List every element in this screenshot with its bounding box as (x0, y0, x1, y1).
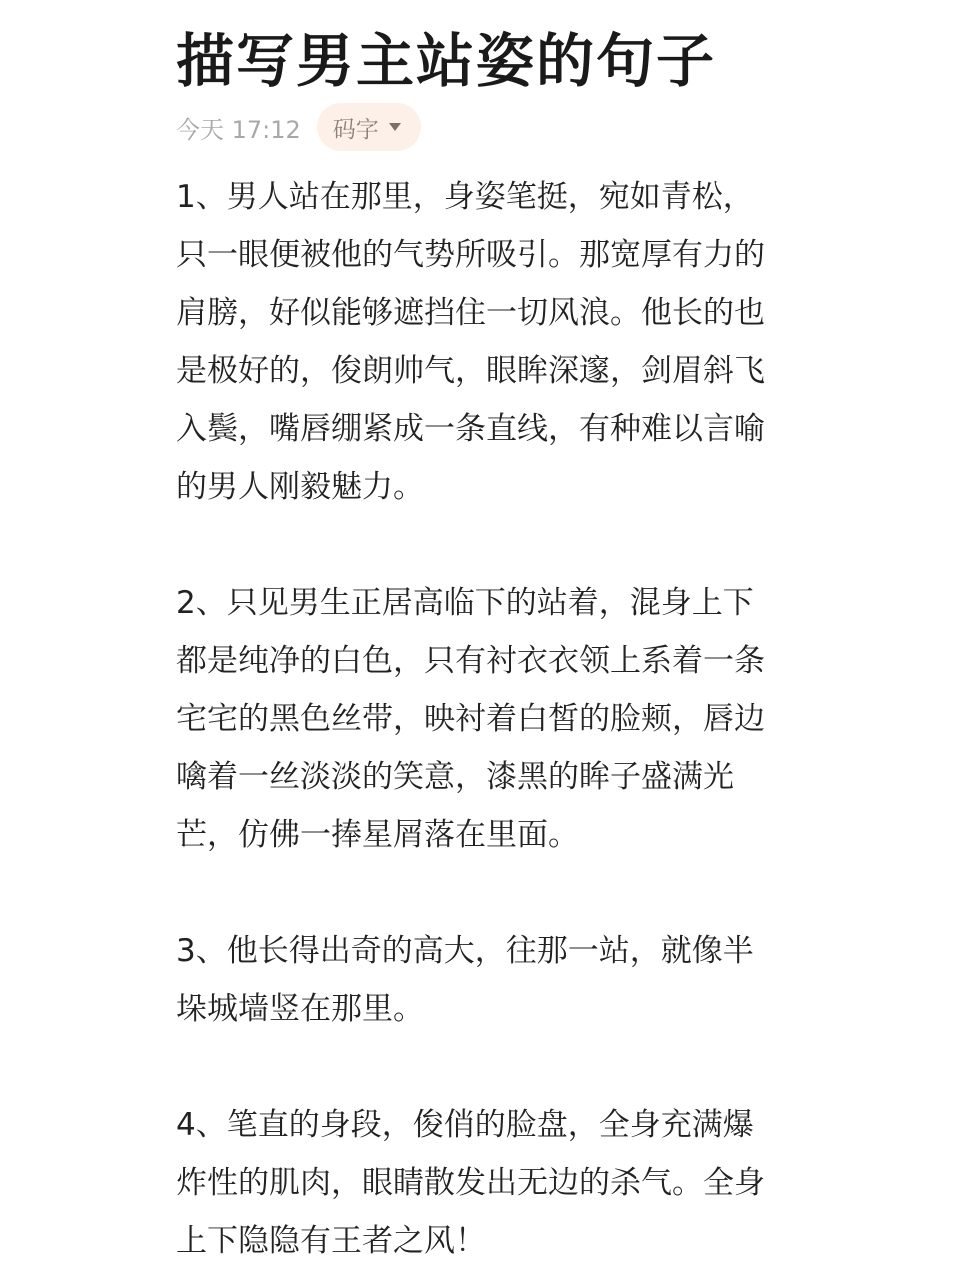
chevron-down-icon (389, 123, 401, 131)
text-line: 4、笔直的身段，俊俏的脸盘，全身充满爆 (176, 1107, 754, 1143)
meta-row (176, 103, 421, 151)
text-line: 肩膀，好似能够遮挡住一切风浪。他长的也 (176, 295, 765, 331)
category-label: 码字 (332, 116, 379, 143)
page-title: 描写男主站姿的句子 (176, 27, 717, 95)
text-line: 上下隐隐有王者之风！ (176, 1223, 486, 1259)
paragraph-2 (176, 574, 776, 864)
article-body (176, 168, 776, 1270)
paragraph-1 (176, 168, 776, 516)
text-line: 只一眼便被他的气势所吸引。那宽厚有力的 (176, 237, 765, 273)
text-line: 1、男人站在那里，身姿笔挺，宛如青松， (176, 179, 754, 215)
paragraph-4 (176, 1096, 776, 1270)
category-dropdown[interactable] (317, 103, 421, 151)
text-line: 是极好的，俊朗帅气，眼眸深邃，剑眉斜飞 (176, 353, 765, 389)
text-line: 垛城墙竖在那里。 (176, 991, 424, 1027)
paragraph-3 (176, 922, 776, 1038)
text-line: 噙着一丝淡淡的笑意，漆黑的眸子盛满光 (176, 759, 734, 795)
text-line: 2、只见男生正居高临下的站着，混身上下 (176, 585, 754, 621)
text-line: 入鬓，嘴唇绷紧成一条直线，有种难以言喻 (176, 411, 765, 447)
text-line: 芒，仿佛一捧星屑落在里面。 (176, 817, 579, 853)
text-line: 3、他长得出奇的高大，往那一站，就像半 (176, 933, 754, 969)
text-line: 宅宅的黑色丝带，映衬着白皙的脸颊，唇边 (176, 701, 765, 737)
text-line: 的男人刚毅魅力。 (176, 469, 424, 505)
text-line: 都是纯净的白色，只有衬衣衣领上系着一条 (176, 643, 765, 679)
text-line: 炸性的肌肉，眼睛散发出无边的杀气。全身 (176, 1165, 765, 1201)
timestamp: 今天 17:12 (176, 115, 301, 144)
